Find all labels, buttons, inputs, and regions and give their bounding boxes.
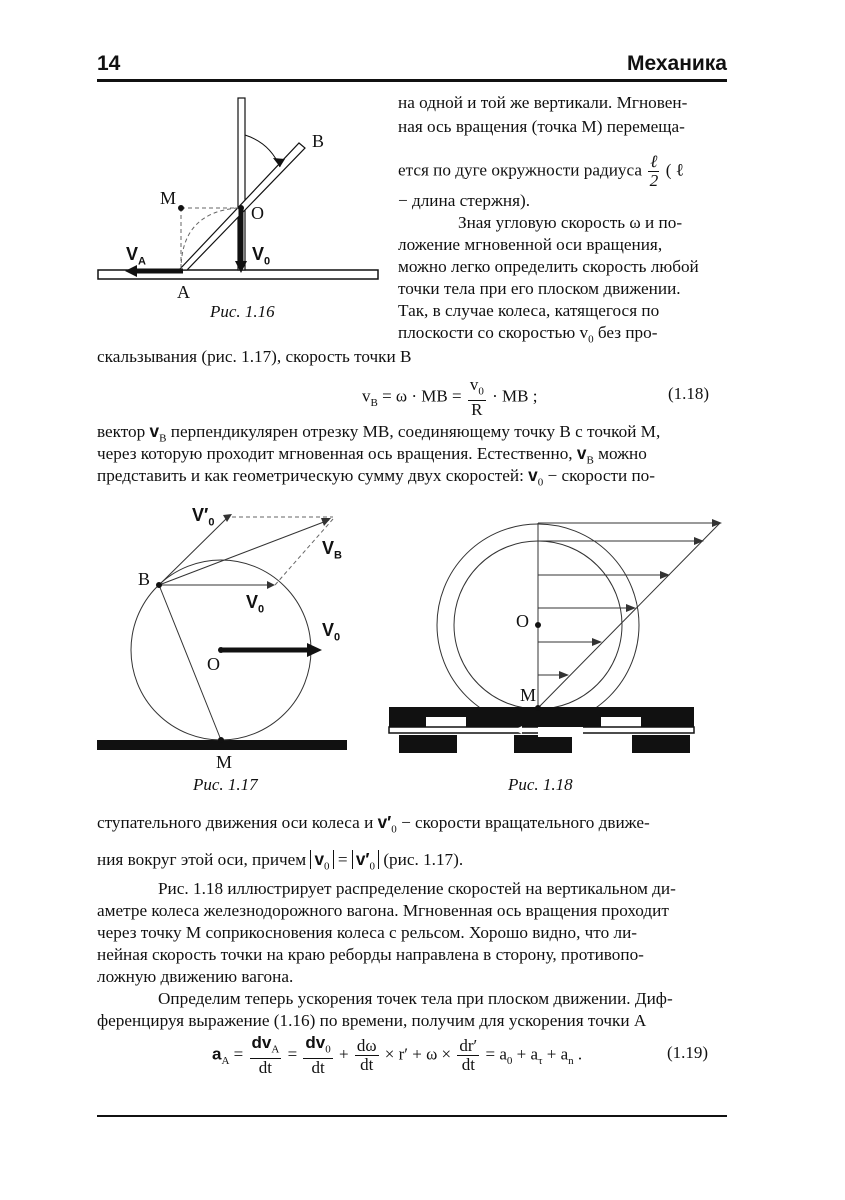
point-m — [218, 737, 224, 743]
figure-1-16 — [95, 95, 385, 325]
rc-line-3: ется по дуге окружности радиуса $\frac{\text{ℓ}}{2}$ ( ℓ — [398, 152, 685, 190]
page-number: 14 — [97, 52, 121, 75]
fig116-label-m: M — [160, 188, 177, 208]
fig118-label-m: M — [520, 685, 537, 705]
p2-line-2: ния вокруг этой оси, причем $v_0 = v'_0$ (рис. 1.17). — [97, 849, 464, 873]
point-o — [218, 647, 224, 653]
fig117-label-m: M — [216, 752, 233, 772]
rc-line-6: ложение мгновенной оси вращения, — [398, 235, 663, 254]
point-m — [178, 205, 184, 211]
fig117-label-b: B — [138, 569, 151, 589]
p4-line-2: ференцируя выражение (1.16) по времени, получим для ускорения точки А — [97, 1011, 647, 1030]
rc-line-8: точки тела при его плоском движении. — [398, 279, 681, 298]
equation-1-19: $a_A$ = $\frac{dv_A}{dt}$ = $\frac{dv_0}{dt}$ + $\frac{d\omega}{dt}$ × r′ + ω × $\frac{dr'}{dt}$ = $a_0 + a_\tau + a_n$ . — [212, 1033, 583, 1078]
fig116-label-o: O — [251, 203, 264, 223]
fig116-label-b: B — [312, 131, 325, 151]
p4-line-1: Определим теперь ускорения точек тела при плоском движении. Диф- — [158, 989, 673, 1008]
equation-1-19-number: (1.19) — [667, 1043, 709, 1062]
section-title: Механика — [626, 52, 727, 75]
rc-line-7: можно легко определить скорость любой — [398, 257, 699, 276]
fig118-label-o: O — [516, 611, 529, 631]
p3-line-1: Рис. 1.18 иллюстрирует распределение скоростей на вертикальном ди- — [158, 879, 676, 898]
p3-line-4: нейная скорость точки на краю реборды направлена в сторону, противопо- — [97, 945, 644, 964]
p2-line-1: ступательного движения оси колеса и $v'_0$ − скорости вращательного движе- — [97, 812, 650, 836]
p3-line-3: через точку М соприкосновения колеса с рельсом. Хорошо видно, что ли- — [97, 923, 637, 942]
p3-line-2: аметре колеса железнодорожного вагона. Мгновенная ось вращения проходит — [97, 901, 669, 920]
p1-line-2: вектор $v_B$ перпендикуляpен отрезку МВ, соединяющему точку В с точкой М, — [97, 421, 661, 445]
sleeper-2 — [514, 735, 572, 753]
point-o — [535, 622, 541, 628]
fig117-label-v0-center: $V_0$ — [322, 620, 341, 644]
sleeper-1 — [399, 735, 457, 753]
footer-rule — [97, 1115, 727, 1117]
fig118-caption: Рис. 1.18 — [508, 775, 573, 794]
fig117-caption: Рис. 1.17 — [193, 775, 258, 794]
fig117-label-v0-prime: $V'_0$ — [192, 505, 215, 529]
sleeper-3 — [632, 735, 690, 753]
p1-line-1: скальзывания (рис. 1.17), скорость точки В — [97, 347, 412, 366]
rc-line-1: на одной и той же вертикали. Мгновен- — [398, 93, 688, 112]
fig116-caption: Рис. 1.16 — [210, 302, 275, 321]
p3-line-5: ложную движению вагона. — [97, 967, 294, 986]
fig117-label-v0-b: $V_0$ — [246, 592, 265, 616]
rc-line-9: Так, в случае колеса, катящегося по — [398, 301, 660, 320]
rotation-arc — [245, 135, 280, 167]
fig116-label-v0: $V_0$ — [252, 244, 271, 268]
rc-line-2: ная ось вращения (точка М) перемеща- — [398, 117, 685, 136]
fig116-label-va: $V_A$ — [126, 244, 146, 268]
fig116-label-a: A — [177, 282, 190, 302]
p1-line-4: представить и как геометрическую сумму двух скоростей: $v_0$ − скорости по- — [97, 465, 655, 489]
rc-line-10: плоскости со скоростью $v_0$ без про- — [398, 323, 658, 346]
equation-1-18-number: (1.18) — [668, 384, 710, 403]
p1-line-3: через которую проходит мгновенная ось вращения. Естественно, $v_B$ можно — [97, 443, 647, 467]
fig117-label-vb: $V_B$ — [322, 538, 342, 562]
figure-1-18 — [386, 505, 706, 775]
rc-line-5: Зная угловую скорость ω и по- — [458, 213, 683, 232]
point-b — [156, 582, 162, 588]
header-rule — [97, 79, 727, 82]
rc-line-4: − длина стержня). — [398, 191, 530, 210]
fig117-label-o: O — [207, 654, 220, 674]
equation-1-18: $v_B = \omega$ · MB = $\frac{v_0}{R}$ · MB ; — [362, 375, 538, 420]
